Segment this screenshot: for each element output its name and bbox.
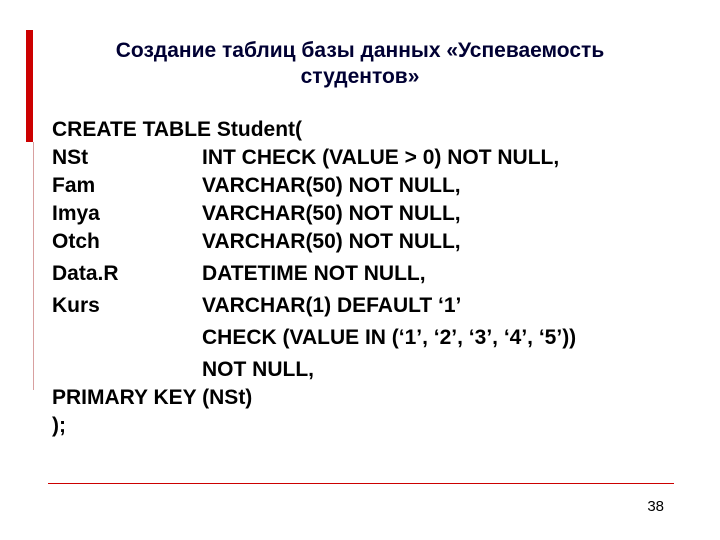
field-definition: VARCHAR(50) NOT NULL, [202,174,461,197]
not-null-constraint: NOT NULL, [202,358,314,381]
slide-title-line-2: студентов» [300,65,420,88]
code-line-check [52,324,577,352]
field-definition: DATETIME NOT NULL, [202,262,426,285]
code-line-field-nst [52,144,560,172]
accent-line [33,142,34,390]
accent-bar [26,30,33,142]
page-number: 38 [647,498,664,515]
code-line-field-datar [52,260,426,288]
code-line-not-null [52,356,314,384]
closing-statement: ); [52,414,66,437]
create-table-statement: CREATE TABLE Student( [52,118,303,141]
field-name: NSt [52,146,89,169]
field-definition: VARCHAR(1) DEFAULT ‘1’ [202,294,462,317]
sql-code-block [52,116,577,440]
slide-title-line-1: Создание таблиц базы данных «Успеваемость [115,39,605,62]
field-definition: VARCHAR(50) NOT NULL, [202,202,461,225]
code-line-header [52,116,303,144]
field-name: Data.R [52,262,119,285]
code-line-closing [52,412,75,440]
code-line-field-otch [52,228,461,256]
code-line-field-imya [52,200,461,228]
field-name: Imya [52,202,100,225]
field-definition: VARCHAR(50) NOT NULL, [202,230,461,253]
code-line-field-fam [52,172,461,200]
footer-divider [48,483,674,484]
primary-key-statement: PRIMARY KEY (NSt) [52,386,253,409]
slide-title [60,38,660,90]
code-line-field-kurs [52,292,462,320]
field-name: Kurs [52,294,100,317]
field-definition: INT CHECK (VALUE > 0) NOT NULL, [202,146,560,169]
check-constraint: CHECK (VALUE IN (‘1’, ‘2’, ‘3’, ‘4’, ‘5’)) [202,326,577,349]
field-name: Fam [52,174,96,197]
code-line-primary-key [52,384,253,412]
field-name: Otch [52,230,100,253]
